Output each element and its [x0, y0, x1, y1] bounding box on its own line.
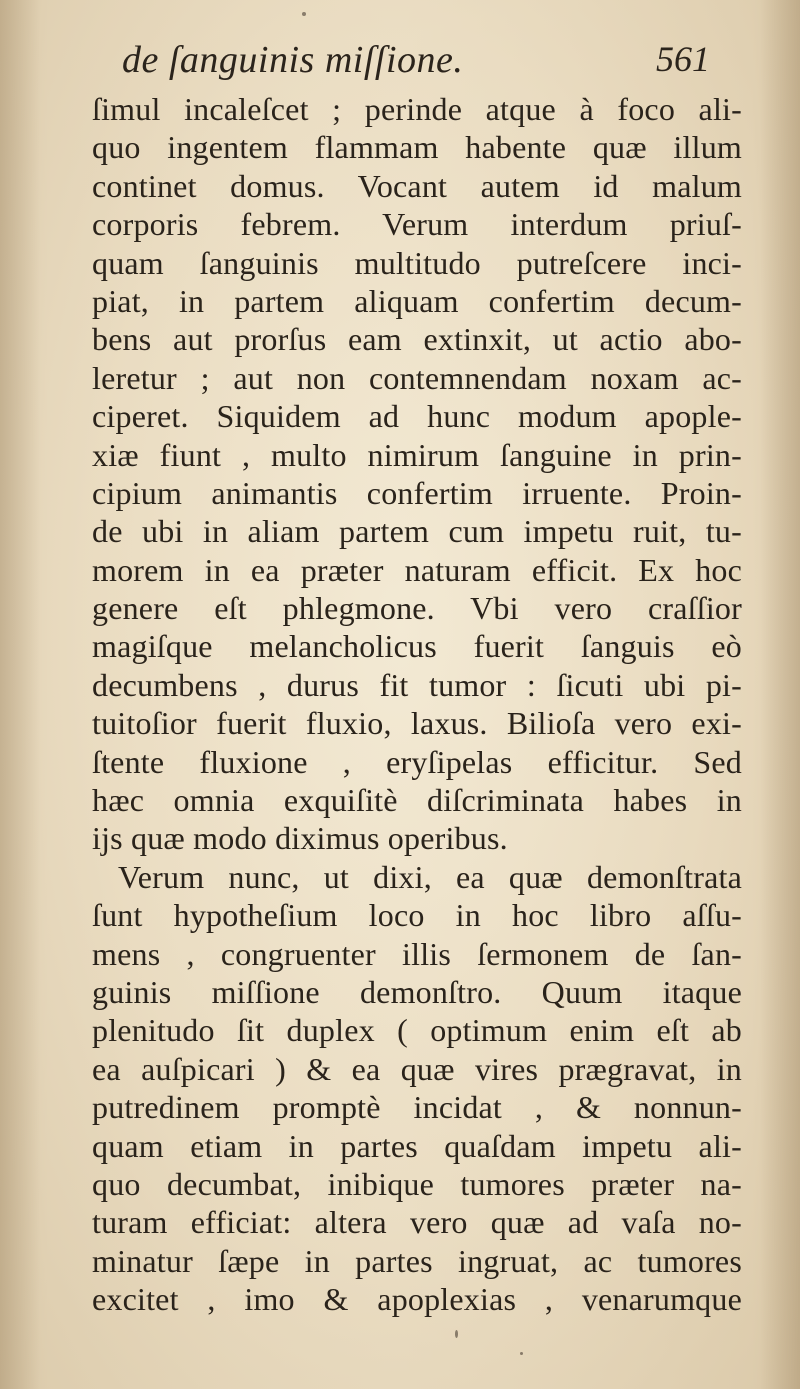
text-line: continet domus. Vocant autem id malum [92, 167, 742, 204]
text-line: plenitudo ſit duplex ( optimum enim eſt ab [92, 1012, 742, 1049]
text-line: guinis miſſione demonſtro. Quum itaque [92, 973, 742, 1010]
text-line: decumbens , durus fit tumor : ſicuti ubi pi- [92, 666, 742, 703]
text-line: quam ſanguinis multitudo putreſcere inci- [92, 244, 742, 281]
text-line: leretur ; aut non contemnendam noxam ac- [92, 359, 742, 396]
text-line: genere eſt phlegmone. Vbi vero craſſior [92, 590, 742, 627]
text-line: ciperet. Siquidem ad hunc modum apople- [92, 398, 742, 435]
text-line: ſtente fluxione , eryſipelas efficitur. Sed [92, 743, 742, 780]
text-line: tuitoſior fuerit fluxio, laxus. Bilioſa vero exi- [92, 705, 742, 742]
text-line: piat, in partem aliquam confertim decum- [92, 282, 742, 319]
ink-speck [302, 12, 306, 16]
text-line-paragraph-start: Verum nunc, ut dixi, ea quæ demonſtrata [118, 858, 742, 895]
ink-speck [455, 1330, 458, 1338]
text-line: bens aut prorſus eam extinxit, ut actio abo- [92, 321, 742, 358]
text-line: quam etiam in partes quaſdam impetu ali- [92, 1127, 742, 1164]
text-line-paragraph-end: ijs quæ modo diximus operibus. [92, 820, 508, 857]
text-line: ſimul incaleſcet ; perinde atque à foco ali- [92, 91, 742, 127]
page-header [90, 34, 730, 90]
text-line: de ubi in aliam partem cum impetu ruit, tu- [92, 513, 742, 550]
text-line: hæc omnia exquiſitè diſcriminata habes in [92, 782, 742, 819]
text-line: turam efficiat: altera vero quæ ad vaſa no- [92, 1204, 742, 1241]
ink-speck [520, 1352, 523, 1355]
text-line: mens , congruenter illis ſermonem de ſan- [92, 935, 742, 972]
body-text [92, 90, 742, 1319]
page-edge-shadow-left [0, 0, 40, 1389]
text-line: minatur ſæpe in partes ingruat, ac tumores [92, 1242, 742, 1279]
text-line: corporis febrem. Verum interdum priuſ- [92, 206, 742, 243]
text-line: excitet , imo & apoplexias , venarumque [92, 1281, 742, 1318]
text-line: ſunt hypotheſium loco in hoc libro aſſu- [92, 897, 742, 934]
text-line: putredinem promptè incidat , & nonnun- [92, 1089, 742, 1126]
text-line: ea auſpicari ) & ea quæ vires prægravat, in [92, 1050, 742, 1087]
text-line: quo decumbat, inibique tumores præter na- [92, 1165, 742, 1202]
text-line: morem in ea præter naturam efficit. Ex hoc [92, 551, 742, 588]
text-line: magiſque melancholicus fuerit ſanguis eò [92, 628, 742, 665]
text-line: cipium animantis confertim irruente. Proin- [92, 474, 742, 511]
page-edge-shadow-right [760, 0, 800, 1389]
text-line: xiæ fiunt , multo nimirum ſanguine in prin- [92, 436, 742, 473]
text-line: quo ingentem flammam habente quæ illum [92, 129, 742, 166]
running-title: de ſanguinis miſſione. [122, 39, 464, 81]
page-number: 561 [656, 39, 710, 79]
